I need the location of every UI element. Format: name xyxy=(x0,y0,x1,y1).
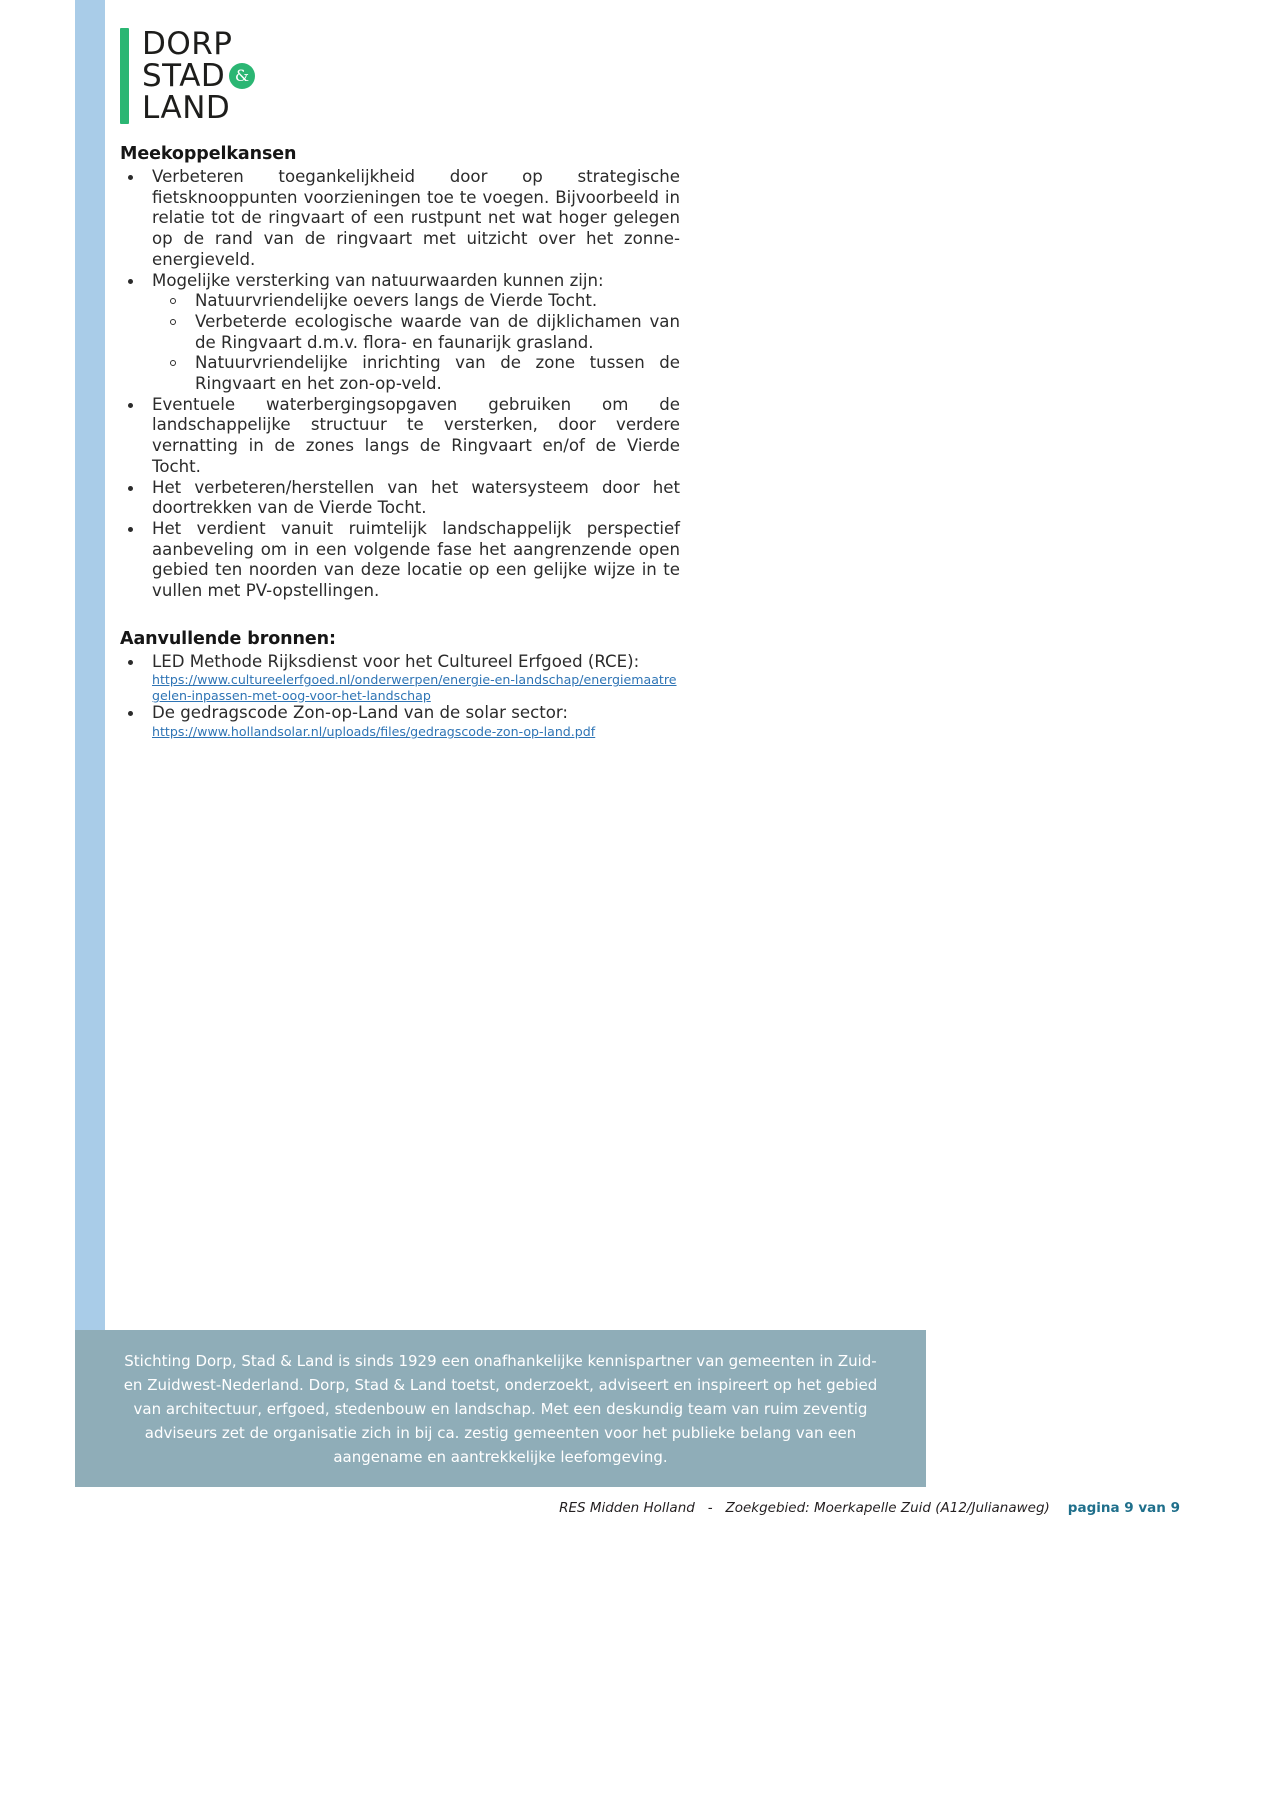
footer-reference: RES Midden Holland - Zoekgebied: Moerkapelle Zuid (A12/Julianaweg) xyxy=(559,1500,1050,1516)
bron-label: LED Methode Rijksdienst voor het Cultureel Erfgoed (RCE): xyxy=(152,651,640,671)
bronnen-list xyxy=(120,652,680,740)
logo-wordmark xyxy=(142,28,255,124)
logo-text-stad: STAD xyxy=(142,58,226,94)
list-item: Het verdient vanuit ruimtelijk landschappelijk perspectief aanbeveling om in een volgende fase het aangrenzende open gebied ten noorden van deze locatie op een gelijke wijze in te vullen met PV-opstellingen. xyxy=(120,519,680,602)
list-item: Verbeterde ecologische waarde van de dijklichamen van de Ringvaart d.m.v. flora- en faunarijk grasland. xyxy=(120,312,680,353)
ampersand-badge-icon: & xyxy=(229,63,255,89)
logo-green-bar xyxy=(120,28,129,124)
left-accent-band xyxy=(75,0,105,1467)
bron-link-hollandsolar[interactable]: https://www.hollandsolar.nl/uploads/files/gedragscode-zon-op-land.pdf xyxy=(152,724,596,740)
logo-text-dorp: DORP xyxy=(142,26,233,62)
bron-link-rce[interactable]: https://www.cultureelerfgoed.nl/onderwerpen/energie-en-landschap/energiemaatregelen-inpassen-met-oog-voor-het-landschap xyxy=(152,672,677,703)
meekoppelkansen-list-continued xyxy=(120,395,680,602)
section-spacer xyxy=(120,602,680,628)
logo-line-stad xyxy=(142,60,255,92)
list-item: Het verbeteren/herstellen van het watersysteem door het doortrekken van de Vierde Tocht. xyxy=(120,478,680,519)
page-footer xyxy=(0,1500,1180,1516)
logo-dorp-stad-en-land xyxy=(120,28,255,124)
logo-line-dorp xyxy=(142,28,255,60)
list-item: Natuurvriendelijke oevers langs de Vierde Tocht. xyxy=(120,291,680,312)
list-item: Mogelijke versterking van natuurwaarden kunnen zijn: xyxy=(120,271,680,292)
meekoppelkansen-list xyxy=(120,167,680,291)
organisation-info-text: Stichting Dorp, Stad & Land is sinds 1929 een onafhankelijke kennispartner van gemeenten in Zuid- en Zuidwest-Nederland. Dorp, Stad & Land toetst, onderzoekt, adviseert en inspireert op het gebied van architectuur, erfgoed, stedenbouw en landschap. Met een deskundig team van ruim zeventig adviseurs zet de organisatie zich in bij ca. zestig gemeenten voor het publieke belang van een aangename en aantrekkelijke leefomgeving. xyxy=(123,1351,878,1466)
bron-label: De gedragscode Zon-op-Land van de solar sector: xyxy=(152,703,568,723)
list-item: Eventuele waterbergingsopgaven gebruiken om de landschappelijke structuur te versterken, door verdere vernatting in de zones langs de Ringvaart en/of de Vierde Tocht. xyxy=(120,395,680,478)
list-item xyxy=(120,703,680,739)
logo-text-land: LAND xyxy=(142,90,231,126)
document-body xyxy=(120,143,680,740)
list-item: Natuurvriendelijke inrichting van de zone tussen de Ringvaart en het zon-op-veld. xyxy=(120,353,680,394)
footer-page-number: pagina 9 van 9 xyxy=(1067,1500,1180,1516)
organisation-info-panel xyxy=(75,1330,926,1487)
logo-line-land xyxy=(142,92,255,124)
list-item: Verbeteren toegankelijkheid door op strategische fietsknooppunten voorzieningen toe te voegen. Bijvoorbeeld in relatie tot de ringvaart of een rustpunt net wat hoger gelegen op de rand van de ringvaart met uitzicht over het zonne-energieveld. xyxy=(120,167,680,271)
list-item xyxy=(120,652,680,704)
page-title-meekoppelkansen: Meekoppelkansen xyxy=(120,144,297,164)
natuurwaarden-sublist xyxy=(120,291,680,395)
page-title-aanvullende-bronnen: Aanvullende bronnen: xyxy=(120,628,336,649)
